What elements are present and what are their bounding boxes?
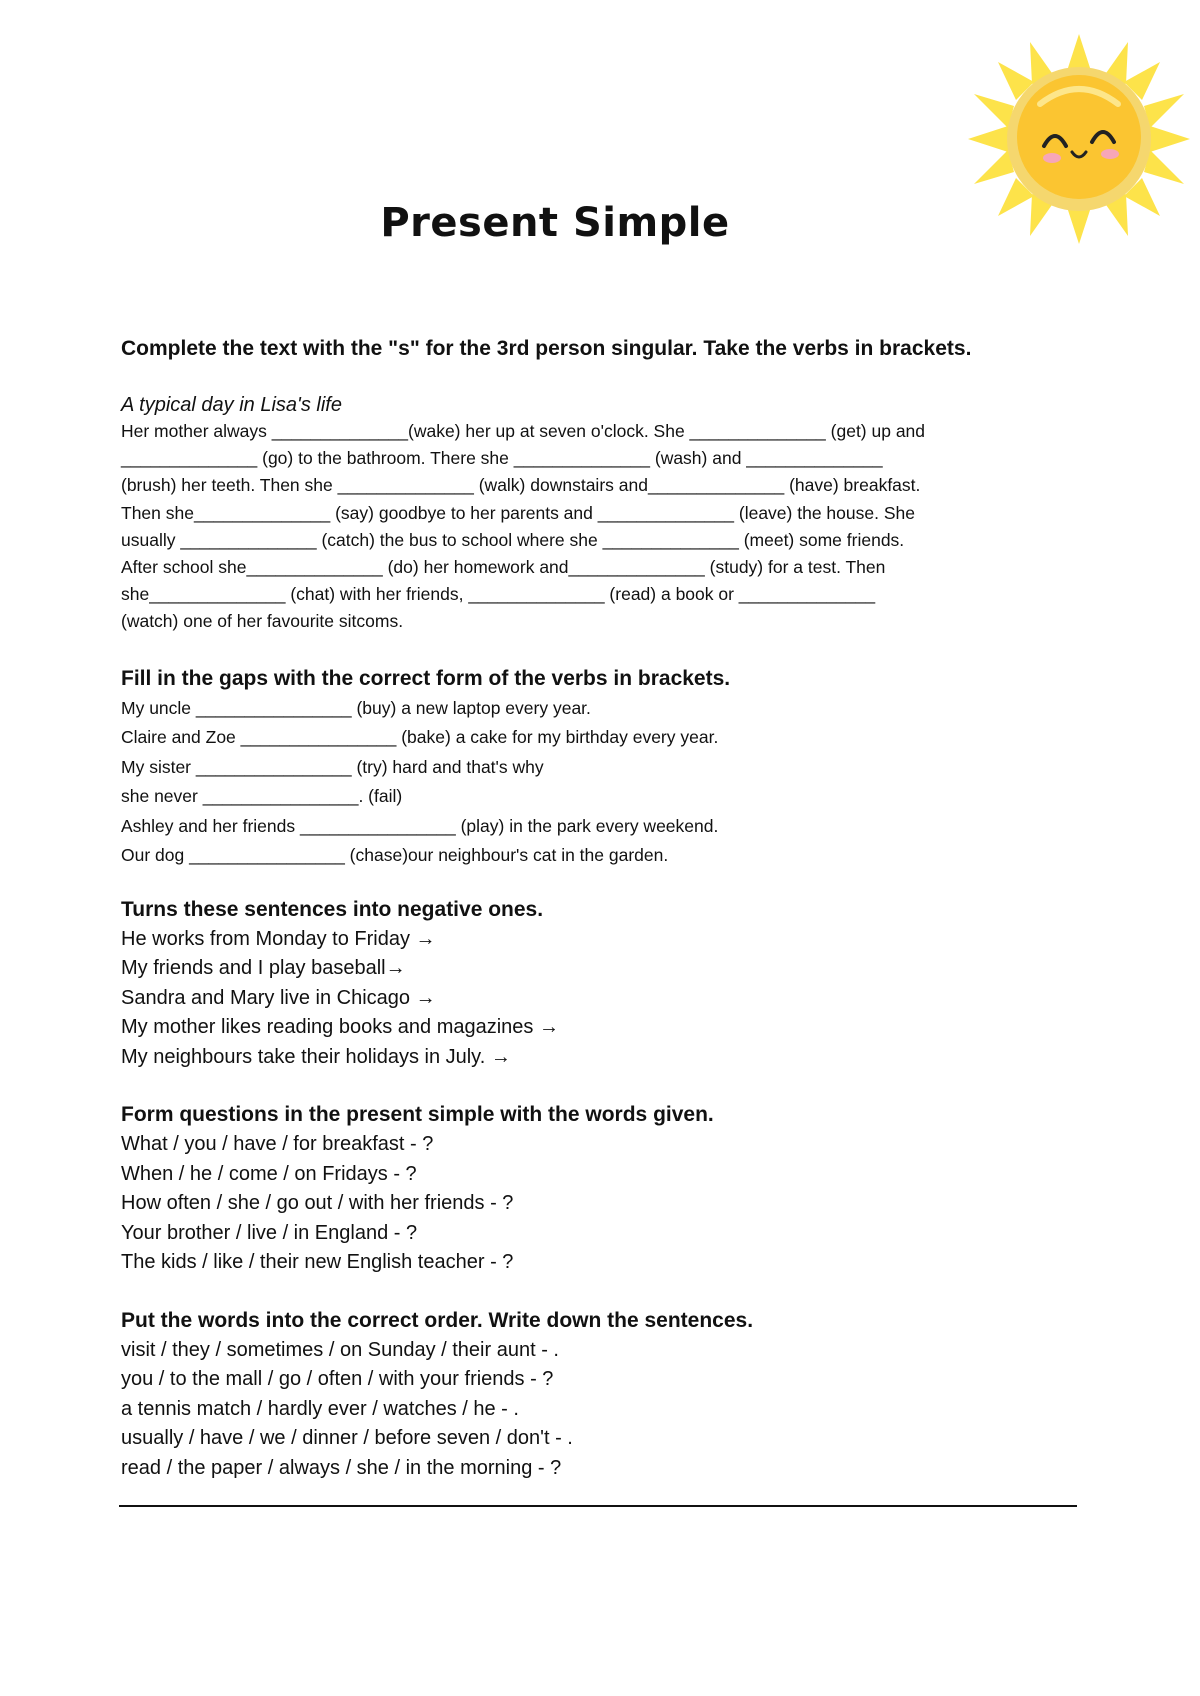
list-item: read / the paper / always / she / in the morning - ?: [121, 1456, 562, 1479]
list-item: Your brother / live / in England - ?: [121, 1221, 418, 1244]
exercise-5-list: [121, 1336, 1081, 1484]
list-item: you / to the mall / go / often / with your friends - ?: [121, 1368, 554, 1391]
list-item: a tennis match / hardly ever / watches / he - .: [121, 1397, 519, 1420]
exercise-5: [121, 1306, 1081, 1484]
worksheet-content: [121, 334, 1081, 1483]
text-line: ______________ (go) to the bathroom. There she ______________ (wash) and ______________: [121, 448, 883, 469]
list-item: How often / she / go out / with her friends - ?: [121, 1192, 514, 1215]
list-item: visit / they / sometimes / on Sunday / their aunt - .: [121, 1338, 559, 1361]
text-line: (brush) her teeth. Then she ______________ (walk) downstairs and______________ (have) breakfast.: [121, 475, 921, 496]
text-line: Then she______________ (say) goodbye to her parents and ______________ (leave) the house. She: [121, 502, 915, 523]
page-title: Present Simple: [380, 200, 730, 246]
exercise-1-instruction: Complete the text with the "s" for the 3rd person singular. Take the verbs in brackets.: [121, 337, 972, 360]
text-line: Her mother always ______________(wake) her up at seven o'clock. She ______________ (get) up and: [121, 421, 926, 441]
list-item: He works from Monday to Friday →: [121, 927, 436, 950]
exercise-1-text: [121, 418, 1081, 636]
text-line: (watch) one of her favourite sitcoms.: [121, 611, 404, 632]
sun-left-cheek: [1043, 153, 1061, 163]
sun-ray: [1150, 126, 1190, 152]
exercise-3: [121, 895, 1081, 1073]
list-item: When / he / come / on Fridays - ?: [121, 1162, 417, 1185]
list-item: My mother likes reading books and magazines →: [121, 1016, 559, 1039]
list-item: My uncle ________________ (buy) a new laptop every year.: [121, 697, 591, 718]
text-line: usually ______________ (catch) the bus to school where she ______________ (meet) some friends.: [121, 529, 905, 550]
list-item: Our dog ________________ (chase)our neighbour's cat in the garden.: [121, 845, 669, 866]
sun-ray: [974, 94, 1014, 128]
exercise-2-list: [121, 694, 1081, 871]
exercise-1: [121, 334, 1081, 636]
list-item: The kids / like / their new English teacher - ?: [121, 1251, 514, 1274]
list-item: Sandra and Mary live in Chicago →: [121, 986, 436, 1009]
exercise-4-list: [121, 1130, 1081, 1278]
sun-ray: [1144, 94, 1184, 128]
exercise-4-instruction: Form questions in the present simple with the words given.: [121, 1103, 714, 1127]
sun-ray: [974, 150, 1014, 184]
bottom-divider: [119, 1505, 1077, 1507]
exercise-4: [121, 1100, 1081, 1278]
exercise-5-instruction: Put the words into the correct order. Write down the sentences.: [121, 1308, 754, 1332]
list-item: she never ________________. (fail): [121, 786, 403, 807]
sun-ray: [968, 126, 1008, 152]
list-item: Claire and Zoe ________________ (bake) a cake for my birthday every year.: [121, 727, 719, 748]
text-line: she______________ (chat) with her friends, ______________ (read) a book or ______________: [121, 584, 876, 605]
list-item: My sister ________________ (try) hard and that's why: [121, 756, 544, 777]
list-item: usually / have / we / dinner / before seven / don't - .: [121, 1427, 573, 1450]
exercise-2: [121, 664, 1081, 871]
exercise-1-subtitle: A typical day in Lisa's life: [121, 394, 342, 416]
list-item: My friends and I play baseball→: [121, 957, 406, 980]
exercise-2-instruction: Fill in the gaps with the correct form of the verbs in brackets.: [121, 666, 731, 690]
exercise-3-list: [121, 925, 1081, 1073]
sun-face: [1017, 75, 1141, 199]
exercise-3-instruction: Turns these sentences into negative ones.: [121, 897, 544, 921]
list-item: Ashley and her friends ________________ (play) in the park every weekend.: [121, 815, 719, 836]
list-item: What / you / have / for breakfast - ?: [121, 1133, 434, 1156]
list-item: My neighbours take their holidays in July. →: [121, 1045, 511, 1068]
sun-ray: [1144, 150, 1184, 184]
text-line: After school she______________ (do) her homework and______________ (study) for a test. Then: [121, 557, 886, 578]
sun-right-cheek: [1101, 149, 1119, 159]
